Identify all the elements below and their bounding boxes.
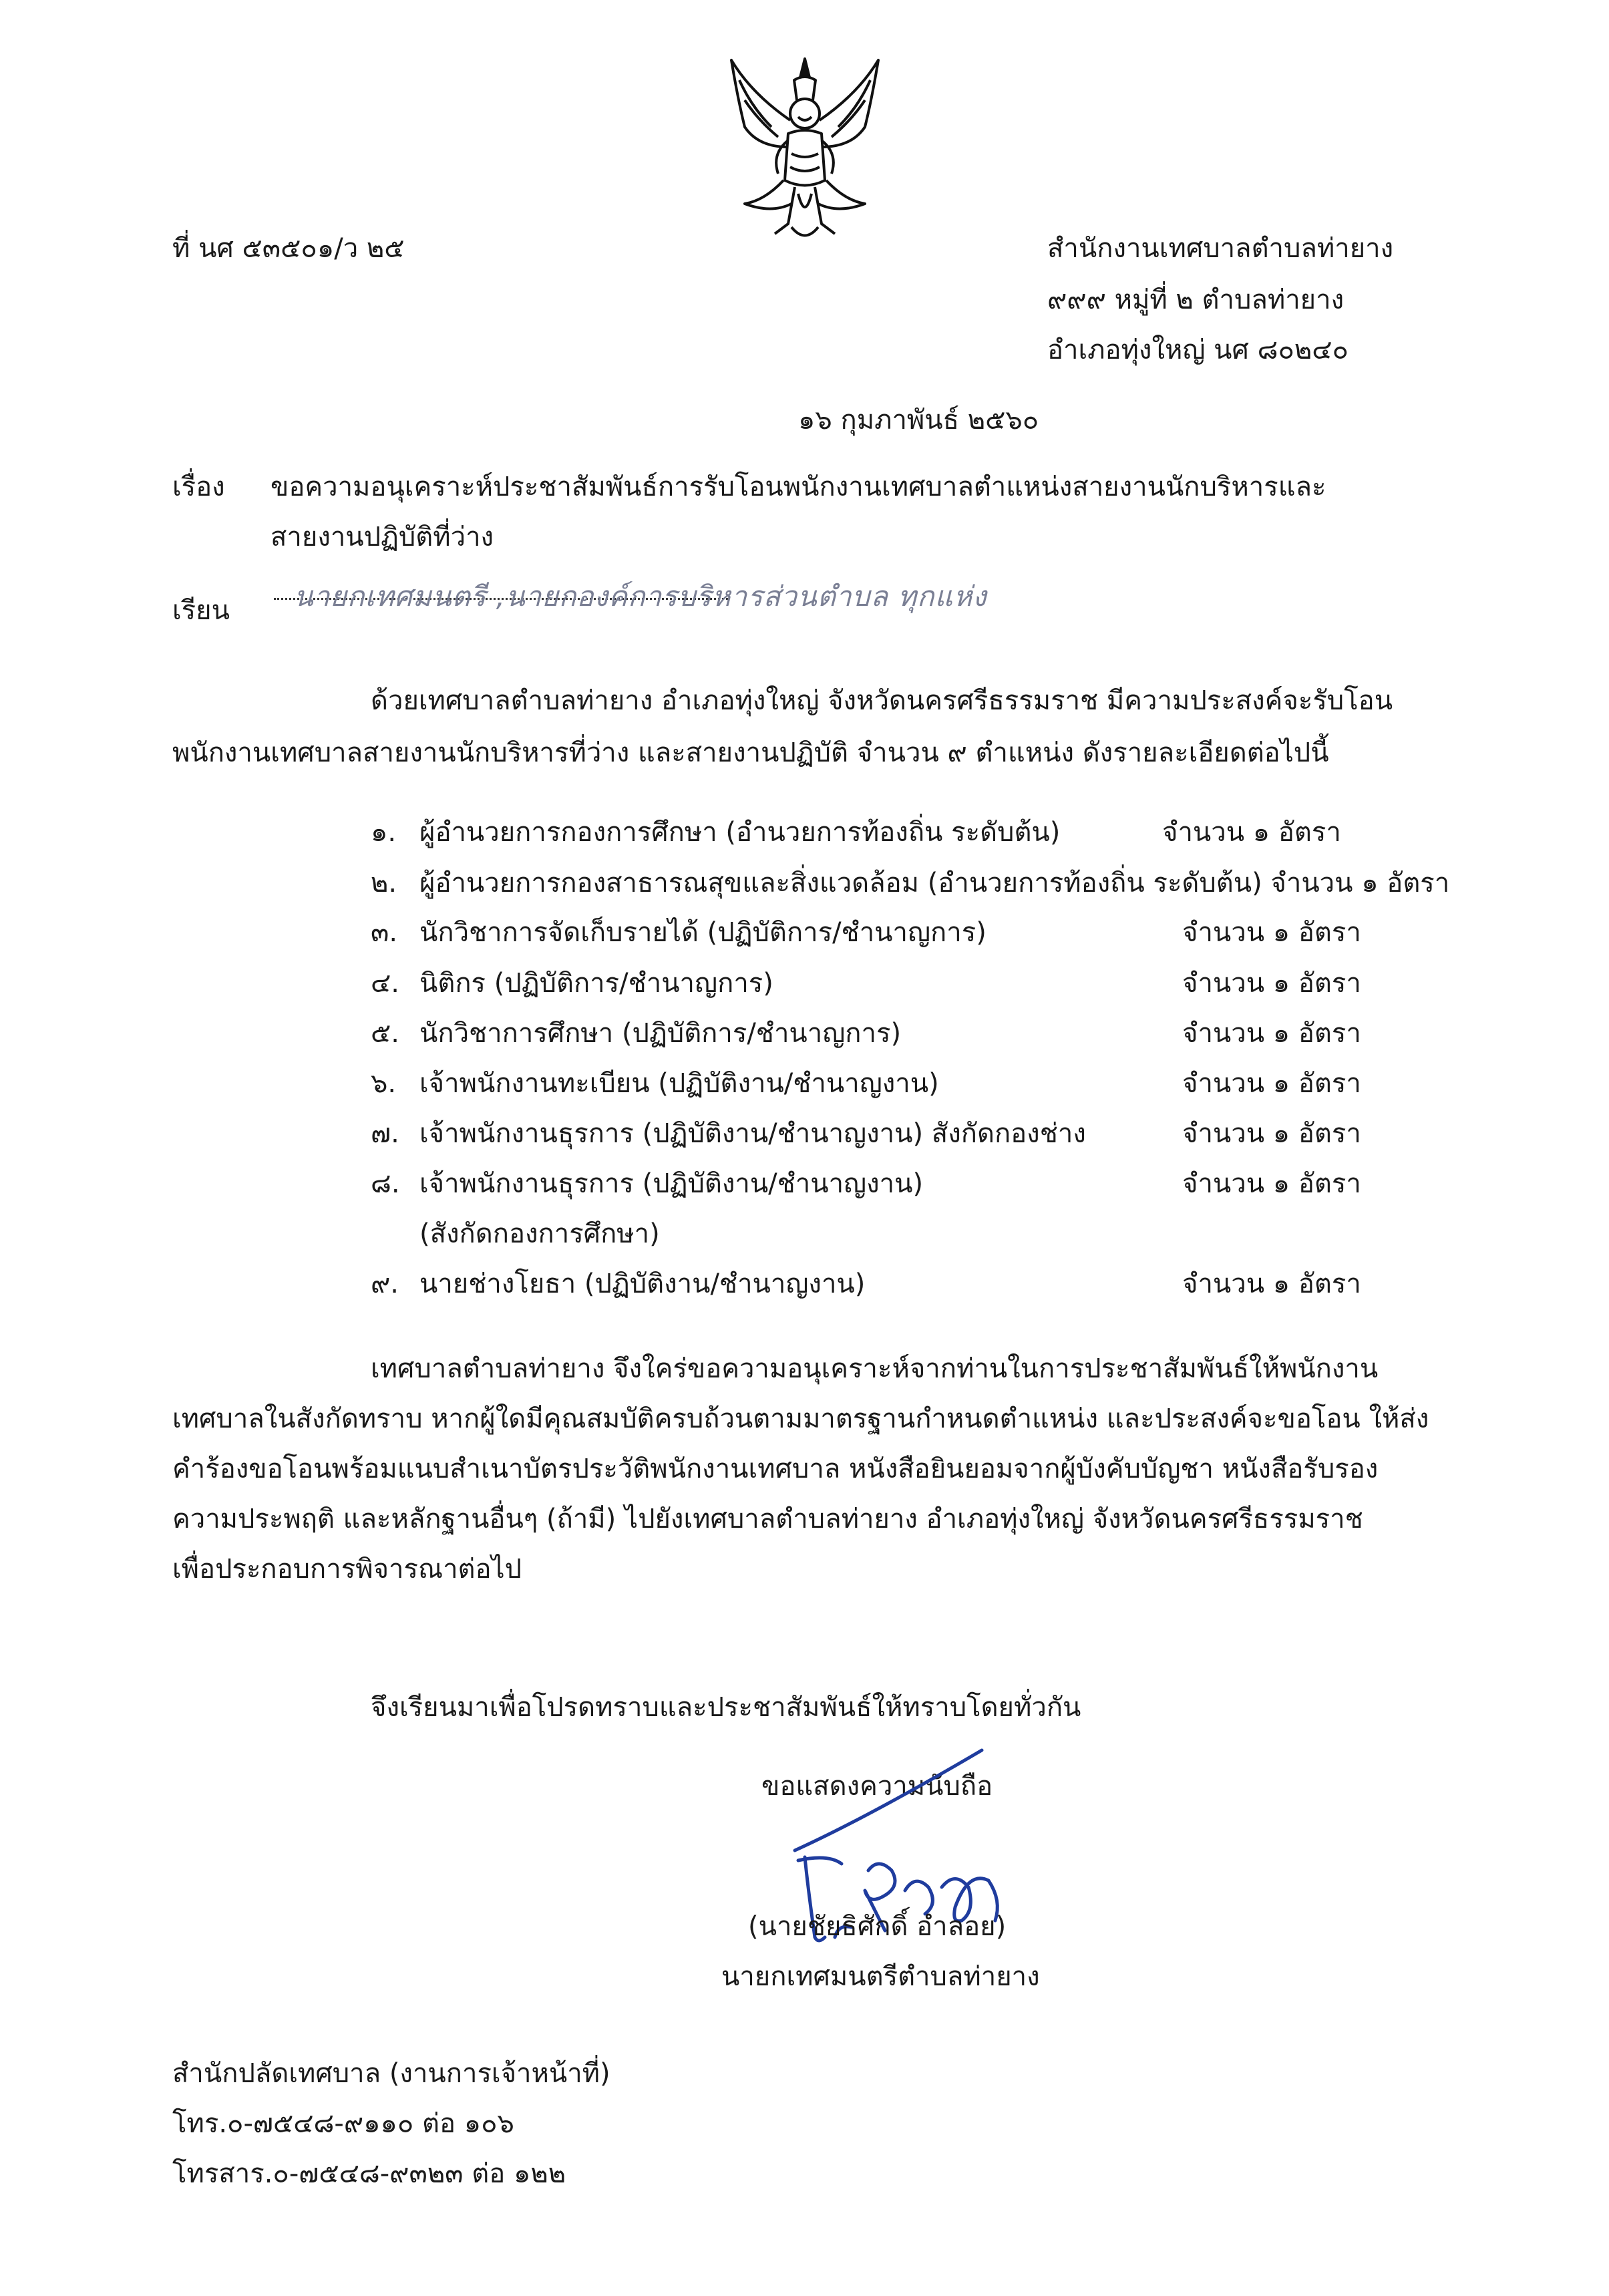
intro-line1: ด้วยเทศบาลตำบลท่ายาง อำเภอทุ่งใหญ่ จังหวัดนครศรีธรรมราช มีความประสงค์จะรับโอน [371, 685, 1393, 716]
closing-sentence: จึงเรียนมาเพื่อโปรดทราบและประชาสัมพันธ์ให้ทราบโดยทั่วกัน [371, 1692, 1081, 1723]
office-name: สำนักงานเทศบาลตำบลท่ายาง [1047, 233, 1394, 264]
office-address-line1: ๙๙๙ หมู่ที่ ๒ ตำบลท่ายาง [1047, 285, 1345, 315]
recipient-label: เรียน [172, 595, 230, 626]
recipient-handwritten: นายกเทศมนตรี ,นายกองค์การบริหารส่วนตำบล ทุกแห่ง [294, 580, 987, 613]
subject-label: เรื่อง [172, 472, 225, 502]
list-item: ๑. ผู้อำนวยการกองการศึกษา (อำนวยการท้องถิ่น ระดับต้น) จำนวน ๑ อัตรา [371, 817, 1341, 848]
closing-regards: ขอแสดงความนับถือ [761, 1771, 993, 1802]
request-line2: เทศบาลในสังกัดทราบ หากผู้ใดมีคุณสมบัติครบถ้วนตามมาตรฐานกำหนดตำแหน่ง และประสงค์จะขอโอน ให้ส่ง [172, 1404, 1429, 1434]
footer-fax: โทรสาร.๐-๗๕๔๘-๙๓๒๓ ต่อ ๑๒๒ [172, 2158, 566, 2189]
subject-line2: สายงานปฏิบัติที่ว่าง [271, 522, 494, 552]
footer-phone: โทร.๐-๗๕๔๘-๙๑๑๐ ต่อ ๑๐๖ [172, 2108, 514, 2139]
subject-line1: ขอความอนุเคราะห์ประชาสัมพันธ์การรับโอนพนักงานเทศบาลตำแหน่งสายงานนักบริหารและ [271, 472, 1326, 502]
request-line5: เพื่อประกอบการพิจารณาต่อไป [172, 1554, 522, 1585]
list-item: ๒. ผู้อำนวยการกองสาธารณสุขและสิ่งแวดล้อม (อำนวยการท้องถิ่น ระดับต้น) จำนวน ๑ อัตรา [371, 868, 1450, 898]
list-item: (สังกัดกองการศึกษา) [419, 1218, 660, 1249]
request-line4: ความประพฤติ และหลักฐานอื่นๆ (ถ้ามี) ไปยังเทศบาลตำบลท่ายาง อำเภอทุ่งใหญ่ จังหวัดนครศรีธรรมราช [172, 1504, 1363, 1534]
footer-department: สำนักปลัดเทศบาล (งานการเจ้าหน้าที่) [172, 2058, 610, 2089]
signer-position: นายกเทศมนตรีตำบลท่ายาง [721, 1961, 1040, 1992]
request-line3: คำร้องขอโอนพร้อมแนบสำเนาบัตรประวัติพนักงานเทศบาล หนังสือยินยอมจากผู้บังคับบัญชา หนังสือรับรอง [172, 1454, 1379, 1484]
request-line1: เทศบาลตำบลท่ายาง จึงใคร่ขอความอนุเคราะห์จากท่านในการประชาสัมพันธ์ให้พนักงาน [371, 1353, 1379, 1384]
list-item: ๕. นักวิชาการศึกษา (ปฏิบัติการ/ชำนาญการ) จำนวน ๑ อัตรา [371, 1018, 1361, 1049]
list-item: ๘. เจ้าพนักงานธุรการ (ปฏิบัติงาน/ชำนาญงาน) จำนวน ๑ อัตรา [371, 1168, 1361, 1199]
list-item: ๗. เจ้าพนักงานธุรการ (ปฏิบัติงาน/ชำนาญงาน) สังกัดกองช่าง จำนวน ๑ อัตรา [371, 1118, 1361, 1149]
list-item: ๖. เจ้าพนักงานทะเบียน (ปฏิบัติงาน/ชำนาญงาน) จำนวน ๑ อัตรา [371, 1068, 1361, 1099]
list-item: ๙. นายช่างโยธา (ปฏิบัติงาน/ชำนาญงาน) จำนวน ๑ อัตรา [371, 1269, 1361, 1299]
office-address-line2: อำเภอทุ่งใหญ่ นศ ๘๐๒๔๐ [1047, 335, 1349, 365]
intro-line2: พนักงานเทศบาลสายงานนักบริหารที่ว่าง และสายงานปฏิบัติ จำนวน ๙ ตำแหน่ง ดังรายละเอียดต่อไปนี้ [172, 737, 1329, 768]
signer-name: (นายชัยธิศักดิ์ อำลอย) [748, 1911, 1007, 1942]
document-date: ๑๖ กุมภาพันธ์ ๒๕๖๐ [798, 405, 1039, 436]
list-item: ๔. นิติกร (ปฏิบัติการ/ชำนาญการ) จำนวน ๑ อัตรา [371, 968, 1361, 999]
list-item: ๓. นักวิชาการจัดเก็บรายได้ (ปฏิบัติการ/ชำนาญการ) จำนวน ๑ อัตรา [371, 917, 1361, 948]
reference-number: ที่ นศ ๕๓๕๐๑/ว ๒๕ [172, 233, 405, 264]
garuda-emblem-icon [725, 53, 885, 247]
